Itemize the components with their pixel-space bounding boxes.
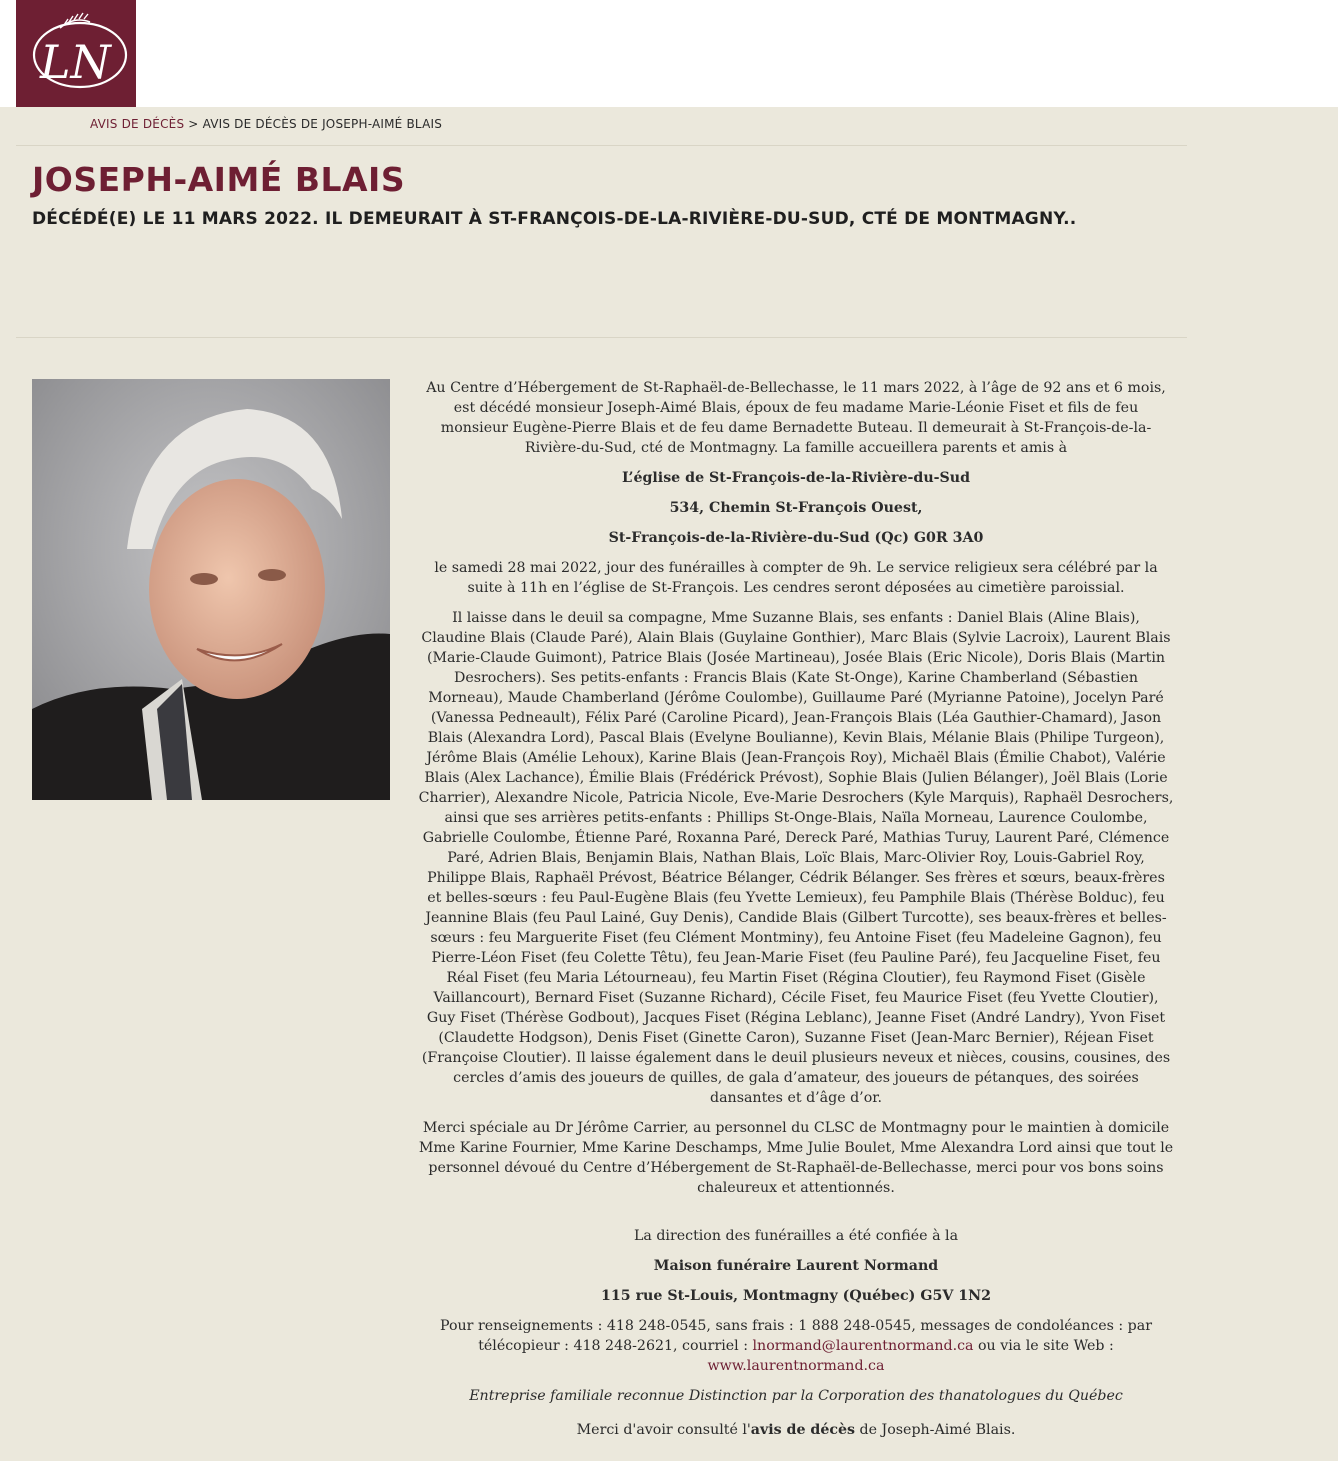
footer-suffix: de Joseph-Aimé Blais. — [855, 1422, 1016, 1438]
breadcrumb-current: AVIS DE DÉCÈS DE JOSEPH-AIMÉ BLAIS — [202, 117, 443, 131]
church-name: L’église de St-François-de-la-Rivière-du-Sud — [621, 470, 971, 486]
breadcrumb — [90, 117, 442, 131]
intro-paragraph: Au Centre d’Hébergement de St-Raphaël-de-Bellechasse, le 11 mars 2022, à l’âge de 92 ans et 6 mois, est décédé monsieur Joseph-Aimé Blais, époux de feu madame Marie-Léonie Fiset et fils de feu monsieur Eugène-Pierre Blais et de feu dame Bernadette Buteau. Il demeurait à St-François-de-la-Rivière-du-Sud, cté de Montmagny. La famille accueillera parents et amis à — [426, 380, 1166, 456]
footer-note — [418, 1420, 1174, 1440]
logo-text: LN — [40, 35, 111, 89]
contact-text: Pour renseignements : 418 248-0545, sans frais : 1 888 248-0545, messages de condoléances : par télécopieur : 418 248-2621, courriel : — [440, 1318, 1152, 1354]
website-link[interactable]: www.laurentnormand.ca — [707, 1358, 885, 1374]
church-street: 534, Chemin St-François Ouest, — [669, 500, 923, 516]
email-link[interactable]: lnormand@laurentnormand.ca — [752, 1338, 974, 1354]
contact-text-mid: ou via le site Web : — [973, 1338, 1114, 1354]
top-bar — [0, 0, 1338, 107]
breadcrumb-link-avis[interactable]: AVIS DE DÉCÈS — [90, 117, 185, 131]
footer-bold: avis de décès — [750, 1422, 856, 1438]
funeral-home-address: 115 rue St-Louis, Montmagny (Québec) G5V 1N2 — [601, 1288, 991, 1304]
funeral-home-name: Maison funéraire Laurent Normand — [653, 1258, 939, 1274]
distinction-text: Entreprise familiale reconnue Distinction par la Corporation des thanatologues du Québec — [469, 1388, 1123, 1404]
breadcrumb-separator: > — [188, 117, 199, 131]
page-subtitle: DÉCÉDÉ(E) LE 11 MARS 2022. IL DEMEURAIT À ST-FRANÇOIS-DE-LA-RIVIÈRE-DU-SUD, CTÉ DE MONTMAGNY.. — [32, 209, 1077, 229]
obituary-content — [418, 378, 1174, 1450]
contact-paragraph — [418, 1316, 1174, 1376]
direction-text: La direction des funérailles a été confiée à la — [633, 1228, 959, 1244]
portrait-photo — [32, 379, 390, 800]
service-paragraph: le samedi 28 mai 2022, jour des funérailles à compter de 9h. Le service religieux sera célébré par la suite à 11h en l’église de St-François. Les cendres seront déposées au cimetière paroissial. — [434, 560, 1158, 596]
site-logo[interactable] — [16, 0, 136, 107]
divider-top — [16, 145, 1187, 146]
footer-prefix: Merci d'avoir consulté l' — [576, 1422, 751, 1438]
church-city: St-François-de-la-Rivière-du-Sud (Qc) G0R 3A0 — [608, 530, 984, 546]
family-paragraph: Il laisse dans le deuil sa compagne, Mme Suzanne Blais, ses enfants : Daniel Blais (Aline Blais), Claudine Blais (Claude Paré), Alain Blais (Guylaine Gonthier), Marc Blais (Sylvie Lacroix), Laurent Blais (Marie-Claude Guimont), Patrice Blais (Josée Martineau), Josée Blais (Eric Nicole), Doris Blais (Martin Desrochers). Ses petits-enfants : Francis Blais (Kate St-Onge), Karine Chamberland (Sébastien Morneau), Maude Chamberland (Jérôme Coulombe), Guillaume Paré (Myrianne Patoine), Jocelyn Paré (Vanessa Pedneault), Félix Paré (Caroline Picard), Jean-François Blais (Léa Gauthier-Chamard), Jason Blais (Alexandra Lord), Pascal Blais (Evelyne Boulianne), Kevin Blais, Mélanie Blais (Philipe Turgeon), Jérôme Blais (Amélie Lehoux), Karine Blais (Jean-François Roy), Michaël Blais (Émilie Chabot), Valérie Blais (Alex Lachance), Émilie Blais (Frédérick Prévost), Sophie Blais (Julien Bélanger), Joël Blais (Lorie Charrier), Alexandre Nicole, Patricia Nicole, Eve-Marie Desrochers (Kyle Marquis), Raphaël Desrochers, ainsi que ses arrières petits-enfants : Phillips St-Onge-Blais, Naïla Morneau, Laurence Coulombe, Gabrielle Coulombe, Étienne Paré, Roxanna Paré, Dereck Paré, Mathias Turuy, Laurent Paré, Clémence Paré, Adrien Blais, Benjamin Blais, Nathan Blais, Loïc Blais, Marc-Olivier Roy, Louis-Gabriel Roy, Philippe Blais, Raphaël Prévost, Béatrice Bélanger, Cédrik Bélanger. Ses frères et sœurs, beaux-frères et belles-sœurs : feu Paul-Eugène Blais (feu Yvette Lemieux), feu Pamphile Blais (Thérèse Bolduc), feu Jeannine Blais (feu Paul Lainé, Guy Denis), Candide Blais (Gilbert Turcotte), ses beaux-frères et belles-sœurs : feu Marguerite Fiset (feu Clément Montminy), feu Antoine Fiset (feu Madeleine Gagnon), feu Pierre-Léon Fiset (feu Colette Têtu), feu Jean-Marie Fiset (feu Pauline Paré), feu Jacqueline Fiset, feu Réal Fiset (feu Maria Létourneau), feu Martin Fiset (Régina Cloutier), feu Raymond Fiset (Gisèle Vaillancourt), Bernard Fiset (Suzanne Richard), Cécile Fiset, feu Maurice Fiset (feu Yvette Cloutier), Guy Fiset (Thérèse Godbout), Jacques Fiset (Régina Leblanc), Jeanne Fiset (André Landry), Yvon Fiset (Claudette Hodgson), Denis Fiset (Ginette Caron), Suzanne Fiset (Jean-Marc Bernier), Réjean Fiset (Françoise Cloutier). Il laisse également dans le deuil plusieurs neveux et nièces, cousins, cousines, des cercles d’amis des joueurs de quilles, de gala d’amateur, des joueurs de pétanques, des soirées dansantes et d’âge d’or. — [418, 610, 1174, 1106]
logo-emblem — [16, 0, 136, 107]
divider-content — [16, 337, 1187, 338]
page-title: JOSEPH-AIMÉ BLAIS — [32, 160, 406, 199]
thanks-paragraph: Merci spéciale au Dr Jérôme Carrier, au personnel du CLSC de Montmagny pour le maintien à domicile Mme Karine Fournier, Mme Karine Deschamps, Mme Julie Boulet, Mme Alexandra Lord ainsi que tout le personnel dévoué du Centre d’Hébergement de St-Raphaël-de-Bellechasse, merci pour vos bons soins chaleureux et attentionnés. — [418, 1120, 1174, 1196]
